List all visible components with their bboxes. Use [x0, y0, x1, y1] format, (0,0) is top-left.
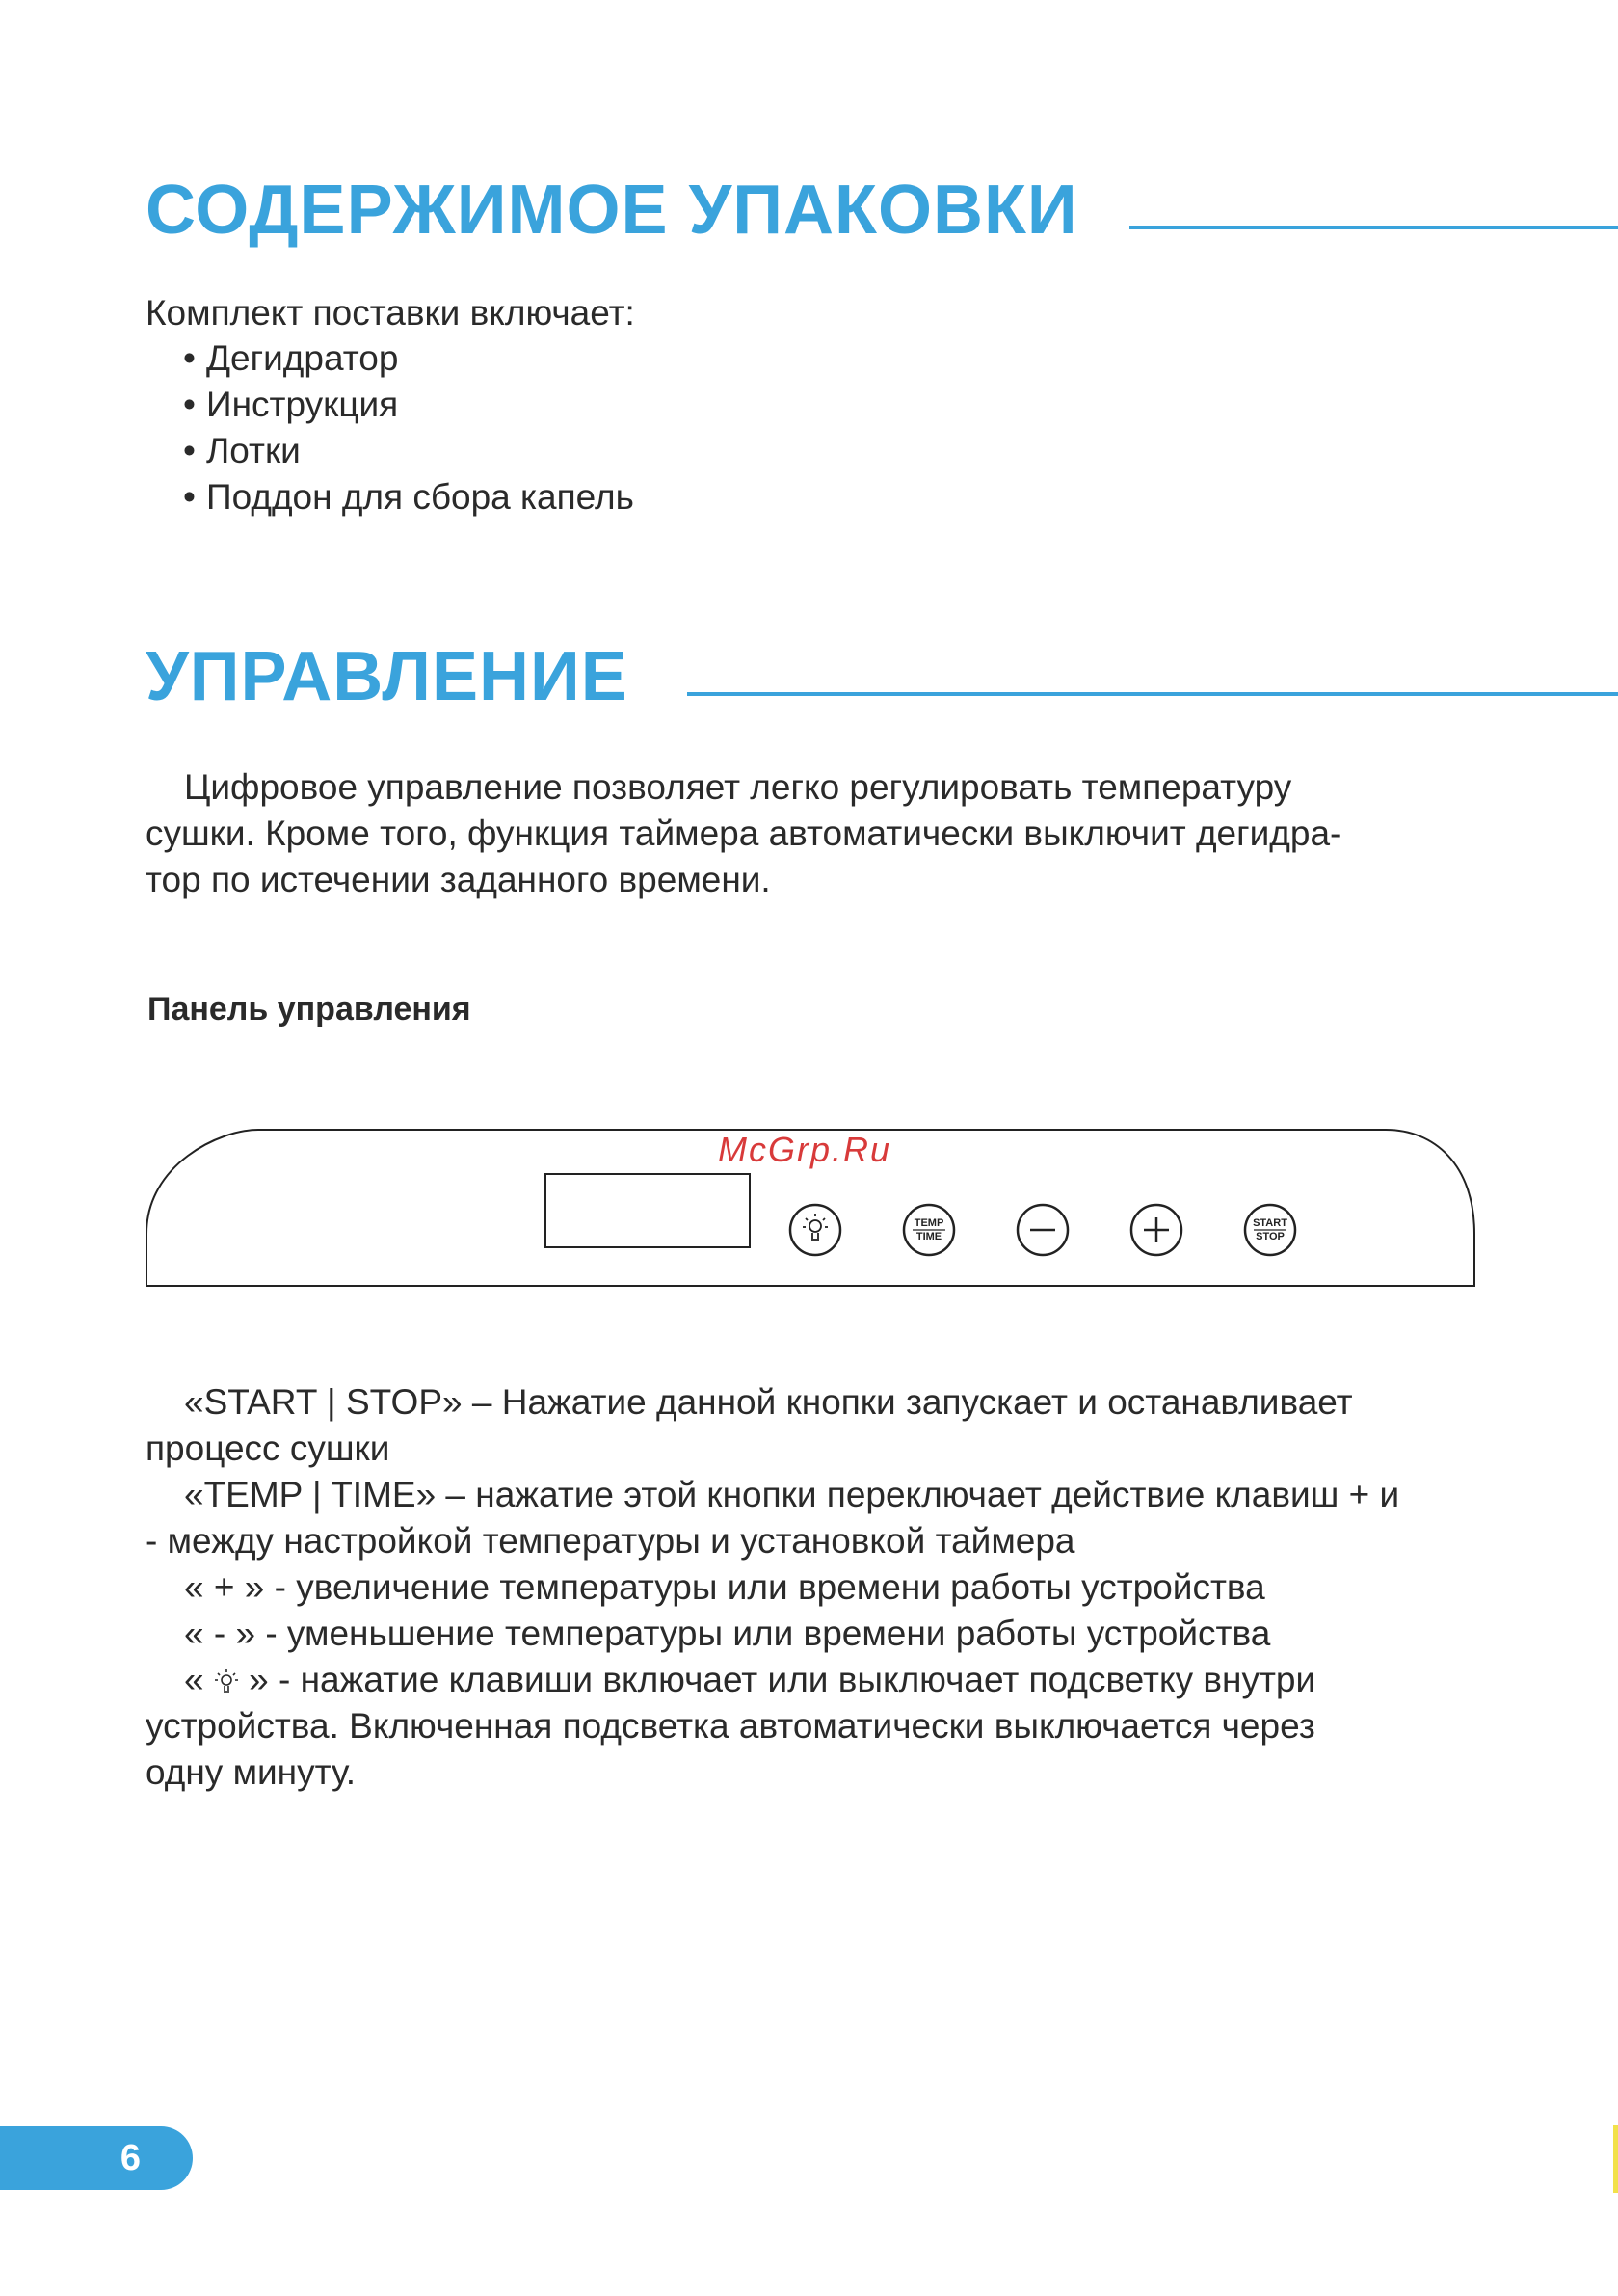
list-item: • Лотки: [183, 431, 301, 470]
list-item: • Инструкция: [183, 385, 399, 424]
panel-title: Панель управления: [147, 991, 471, 1028]
lightbulb-icon: [803, 1214, 828, 1240]
controls-paragraph: Цифровое управление позволяет легко регулировать температуру сушки. Кроме того, функция таймера автоматически выключит дегидра- тор по истечении заданного времени.: [146, 767, 1342, 899]
package-intro: Комплект поставки включает:: [146, 293, 635, 333]
desc-plus: « + » - увеличение температуры или времени работы устройства: [184, 1567, 1265, 1607]
minus-button[interactable]: [1018, 1205, 1068, 1255]
list-item: • Поддон для сбора капель: [183, 477, 634, 517]
temp-time-button[interactable]: [904, 1205, 954, 1255]
desc-minus: « - » - уменьшение температуры или времени работы устройства: [184, 1614, 1271, 1653]
start-label: START: [1253, 1217, 1287, 1229]
start-stop-button[interactable]: [1245, 1205, 1295, 1255]
light-button[interactable]: [790, 1205, 840, 1255]
stop-label: STOP: [1256, 1231, 1285, 1242]
temp-label: TEMP: [914, 1217, 944, 1229]
list-item: • Дегидратор: [183, 338, 399, 378]
display-screen: [545, 1174, 750, 1247]
section-title-package-contents: СОДЕРЖИМОЕ УПАКОВКИ: [146, 172, 1078, 249]
desc-temp-time: «TEMP | TIME» – нажатие этой кнопки переключает действие клавиш + и: [184, 1475, 1400, 1514]
title-rule: [1129, 226, 1618, 229]
plus-button[interactable]: [1131, 1205, 1181, 1255]
edge-mark: [1613, 2125, 1618, 2193]
title-rule: [687, 692, 1618, 696]
time-label: TIME: [915, 1231, 942, 1242]
desc-light: « » - нажатие клавиши включает или выключает подсветку внутри: [184, 1660, 1316, 1699]
page-number: 6: [0, 2126, 193, 2190]
package-list: [183, 335, 634, 521]
watermark: McGrp.Ru: [718, 1130, 892, 1169]
lightbulb-icon: [214, 1667, 239, 1695]
plus-icon: [1144, 1217, 1169, 1242]
section-title-controls: УПРАВЛЕНИЕ: [146, 638, 628, 715]
button-descriptions: «START | STOP» – Нажатие данной кнопки запускает и останавливает процесс сушки «TEMP | TIME» – нажатие этой кнопки переключает действие клавиш + и - между настройкой температуры и установкой таймера « + » - увеличение температуры или времени работы устройства « - » - уменьшение температуры или времени работы устройства « » - нажатие клавиши включает или выключает подсветку внутри устройства. Включенная подсветка автоматически выключается через одну минуту.: [146, 1379, 1399, 1796]
desc-start-stop: «START | STOP» – Нажатие данной кнопки запускает и останавливает: [184, 1382, 1353, 1422]
